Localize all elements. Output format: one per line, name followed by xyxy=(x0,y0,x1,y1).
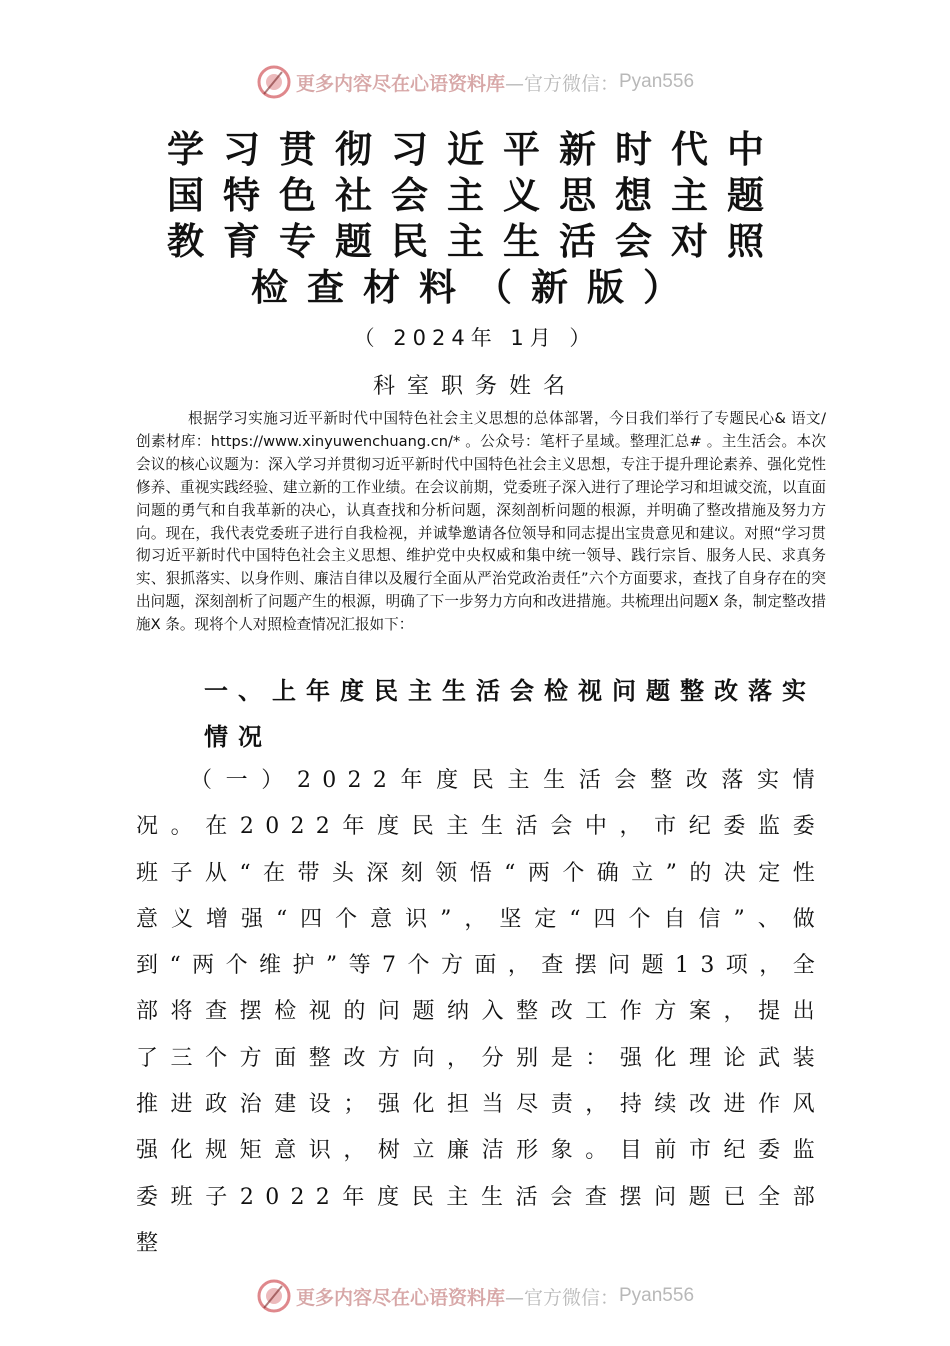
document-title: 学习贯彻习近平新时代中国特色社会主义思想主题教育专题民主生活会对照检查材料（新版） xyxy=(167,127,783,309)
watermark-text-wechat: —官方微信： xyxy=(504,72,619,95)
section-1-heading: 一、上年度民主生活会检视问题整改落实情况 xyxy=(204,677,816,751)
watermark-banner-top xyxy=(0,62,950,102)
watermark-text-id: Pyan556 xyxy=(619,1285,695,1306)
intro-paragraph: 根据学习实施习近平新时代中国特色社会主义思想的总体部署，今日我们举行了专题民心& 语文/ 创素材库：https://www.xinyuwenchuang.cn/* 。公众号：笔杆子星域。整理汇总# 。主生活会。本次会议的核心议题为：深入学习并贯彻习近平新时代中国特色社会主义思想，专注于提升理论素养、强化党性修养、重视实践经验、建立新的工作业绩。在会议前期，党委班子深入进行了理论学习和坦诚交流，以直面问题的勇气和自我革新的决心，认真查找和分析问题，深刻剖析问题的根源，并明确了整改措施及努力方向。现在，我代表党委班子进行自我检视，并诚挚邀请各位领导和同志提出宝贵意见和建议。对照“学习贯彻习近平新时代中国特色社会主义思想、维护党中央权威和集中统一领导、践行宗旨、服务人民、求真务实、狠抓落实、以身作则、廉洁自律以及履行全面从严治党政治责任”六个方面要求，查找了自身存在的突出问题，深刻剖析了问题产生的根源，明确了下一步努力方向和改进措施。共梳理出问题X 条，制定整改措施X 条。现将个人对照检查情况汇报如下： xyxy=(136,410,827,634)
author-byline: 科室职务姓名 xyxy=(372,374,577,399)
watermark-text-main: 更多内容尽在心语资料库 xyxy=(295,72,505,95)
watermark-text-wechat: —官方微信： xyxy=(504,1286,619,1309)
feather-logo-icon xyxy=(256,64,292,100)
section-1-paragraph: （一）2022年度民主生活会整改落实情况。在2022年度民主生活会中，市纪委监委班子从“在带头深刻领悟“两个确立”的决定性意义增强“四个意识”，坚定“四个自信”、做到“两个维护”等7个方面，查摆问题13项，全部将查摆检视的问题纳入整改工作方案，提出了三个方面整改方向，分别是：强化理论武装推进政治建设；强化担当尽责，持续改进作风强化规矩意识，树立廉洁形象。目前市纪委监委班子2022年度民主生活会查摆问题已全部整 xyxy=(136,768,826,1256)
watermark-banner-bottom xyxy=(0,1276,950,1316)
watermark-text-id: Pyan556 xyxy=(619,71,695,92)
watermark-text-main: 更多内容尽在心语资料库 xyxy=(295,1286,505,1309)
document-date: （ 2024年 1月 ） xyxy=(353,326,597,350)
feather-logo-icon xyxy=(256,1278,292,1314)
